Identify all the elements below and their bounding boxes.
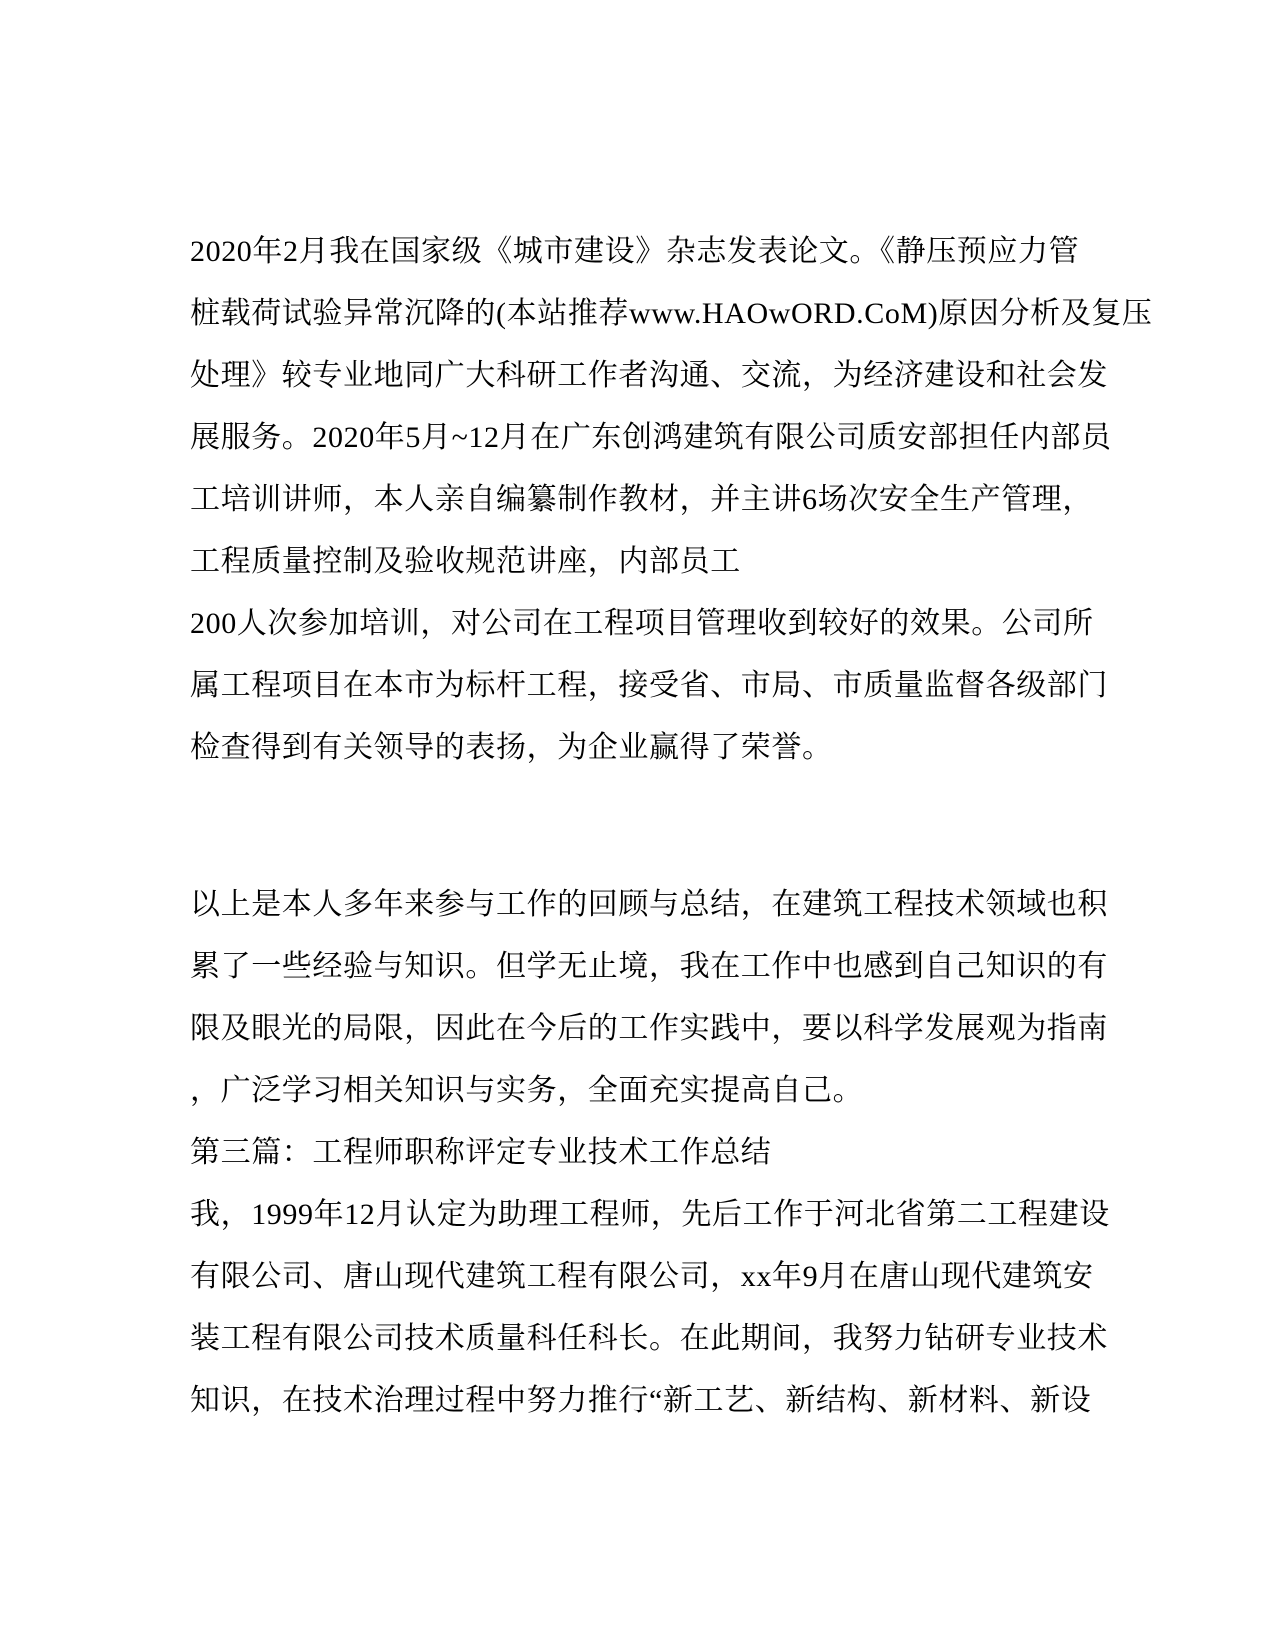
paragraph-1 bbox=[190, 221, 1153, 779]
text-line: 工程质量控制及验收规范讲座，内部员工 bbox=[190, 545, 741, 578]
text-line: 2020年2月我在国家级《城市建设》杂志发表论文。《静压预应力管 bbox=[190, 235, 1080, 268]
text-line: 我，1999年12月认定为助理工程师，先后工作于河北省第二工程建设 bbox=[190, 1198, 1110, 1231]
text-line: 累了一些经验与知识。但学无止境，我在工作中也感到自己知识的有 bbox=[190, 950, 1108, 983]
text-line: 限及眼光的局限，因此在今后的工作实践中，要以科学发展观为指南 bbox=[190, 1012, 1108, 1045]
text-line: 桩载荷试验异常沉降的(本站推荐www.HAOwORD.CoM)原因分析及复压 bbox=[190, 297, 1153, 330]
text-line: 以上是本人多年来参与工作的回顾与总结，在建筑工程技术领域也积 bbox=[190, 888, 1108, 921]
paragraph-2 bbox=[190, 874, 1150, 1432]
text-line: 第三篇：工程师职称评定专业技术工作总结 bbox=[190, 1136, 772, 1169]
text-line: 有限公司、唐山现代建筑工程有限公司，xx年9月在唐山现代建筑安 bbox=[190, 1260, 1094, 1293]
text-line: 装工程有限公司技术质量科任科长。在此期间，我努力钻研专业技术 bbox=[190, 1322, 1108, 1355]
text-line: 属工程项目在本市为标杆工程，接受省、市局、市质量监督各级部门 bbox=[190, 669, 1108, 702]
text-line: 处理》较专业地同广大科研工作者沟通、交流，为经济建设和社会发 bbox=[190, 359, 1108, 392]
text-line: ，广泛学习相关知识与实务，全面充实提高自己。 bbox=[190, 1074, 864, 1107]
text-line: 工培训讲师，本人亲自编纂制作教材，并主讲6场次安全生产管理， bbox=[190, 483, 1093, 516]
text-line: 知识，在技术治理过程中努力推行“新工艺、新结构、新材料、新设 bbox=[190, 1384, 1092, 1417]
text-line: 检查得到有关领导的表扬，为企业赢得了荣誉。 bbox=[190, 731, 833, 764]
text-line: 展服务。2020年5月~12月在广东创鸿建筑有限公司质安部担任内部员 bbox=[190, 421, 1112, 454]
paragraph-gap bbox=[190, 779, 1150, 874]
text-line: 200人次参加培训，对公司在工程项目管理收到较好的效果。公司所 bbox=[190, 607, 1094, 640]
